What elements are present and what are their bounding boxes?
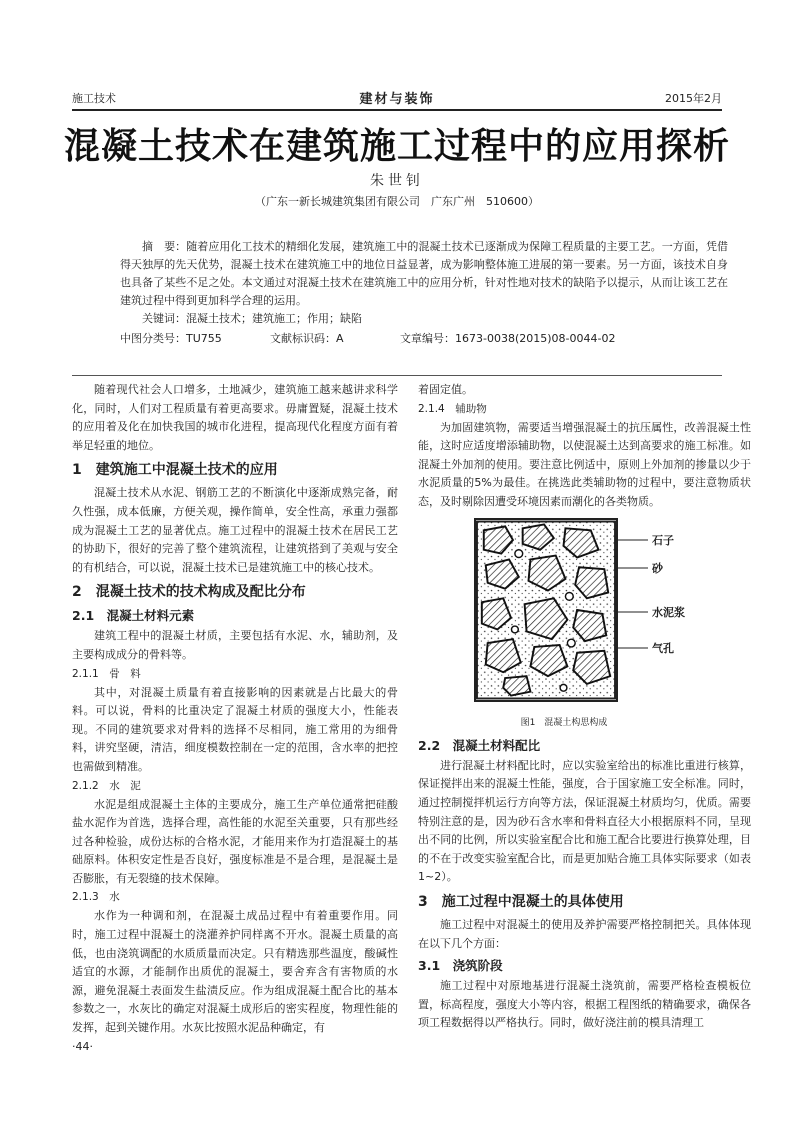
left-column [72,381,398,1038]
section-3-1-heading: 3.1 浇筑阶段 [418,958,503,974]
section-2-heading: 2 混凝土技术的技术构成及配比分布 [72,584,306,601]
keywords: 关键词：混凝土技术；建筑施工；作用；缺陷 [142,312,362,325]
running-header [72,88,722,106]
section-2-1-3-paragraph: 水作为一种调和剂，在混凝土成品过程中有着重要作用。同时，施工过程中混凝土的浇灌养护同样离不开水。混凝土质量的高低，也由浇筑调配的水质质量而决定。只有精选那些温度，酸碱性适宜的水源，才能制作出质优的混凝土，要舍弃含有害物质的水源，避免混凝土表面发生盐渍反应。作为组成混凝土配合比的基本参数之一，水灰比的确定对混凝土成形后的密实程度，物理性能的发挥，起到关键作用。水灰比按照水泥品种确定，有 [72,909,398,1035]
clc-number: 中图分类号：TU755 [120,332,222,345]
page-number: ·44· [72,1040,93,1053]
section-2-1-heading: 2.1 混凝土材料元素 [72,608,195,624]
classification-row [120,330,728,350]
section-2-1-4-heading: 2.1.4 辅助物 [418,402,487,415]
header-rule [72,109,722,111]
section-2-1-1-paragraph: 其中，对混凝土质量有着直接影响的因素就是占比最大的骨料。可以说，骨料的比重决定了混凝土材质的强度大小，性能表现。不同的建筑要求对骨料的选择不尽相同，施工常用的为细骨料，讲究坚硬，清洁，细度模数控制在一定的范围，含水率的把控也需做到精准。 [72,685,398,773]
section-1-paragraph: 混凝土技术从水泥、钢筋工艺的不断演化中逐渐成熟完备，耐久性强，成本低廉，方便关观，操作简单，安全性高，承重力强都成为混凝土工艺的显著优点。施工过程中的混凝土技术在居民工艺的协助下，很好的完善了整个建筑流程，让建筑搭到了美观与安全的有机结合，可以说，混凝土技术已是建筑施工中的核心技术。 [72,486,398,574]
label-air-pore: 气孔 [652,641,674,655]
figure-1-caption: 图1 混凝土构思构成 [520,718,608,729]
section-2-1-2-heading: 2.1.2 水 泥 [72,779,141,792]
section-2-1-4-paragraph: 为加固建筑物，需要适当增强混凝土的抗压属性，改善混凝土性能，这时应适度增添辅助物，以使混凝土达到高要求的施工标准。如混凝土外加剂的使用。要注意比例适中，原则上外加剂的掺量以少于水泥质量的5%为最佳。在挑选此类辅助物的过程中，要注意物质状态，及时剔除因遭受环境因素而潮化的各类物质。 [418,420,751,508]
article-number: 文章编号：1673-0038(2015)08-0044-02 [400,332,616,345]
affiliation: （广东一新长城建筑集团有限公司 广东广州 510600） [255,195,539,208]
section-2-1-2-paragraph: 水泥是组成混凝土主体的主要成分，施工生产单位通常把硅酸盐水泥作为首选，选择合理，高性能的水泥至关重要，只有那些经过各种检验，成份达标的合格水泥，才能用来作为打造混凝土的基础原料。体积安定性是否良好，强度标准是不是合理，是混凝土是否膨胀，有无裂缝的技术保障。 [72,797,398,885]
label-cement-paste: 水泥浆 [652,605,685,619]
label-sand: 砂 [652,561,663,575]
concrete-structure-illustration [474,518,618,702]
intro-paragraph: 随着现代社会人口增多，土地减少，建筑施工越来越讲求科学化，同时，人们对工程质量有着更高要求。毋庸置疑，混凝土技术的应用着及化在加快我国的城市化进程，提高现代化程度方面有着举足轻重的地位。 [72,383,398,452]
section-2-1-paragraph: 建筑工程中的混凝土材质，主要包括有水泥、水，辅助剂，及主要构成成分的骨料等。 [72,629,398,661]
header-date: 2015年2月 [665,92,722,105]
author: 朱世钊 [370,173,424,189]
figure-1-labels [624,518,704,698]
label-gravel: 石子 [652,533,674,547]
article-title: 混凝土技术在建筑施工过程中的应用探析 [63,125,730,167]
section-2-2-heading: 2.2 混凝土材料配比 [418,737,541,753]
section-3-heading: 3 施工过程中混凝土的具体使用 [418,893,624,910]
header-journal: 建材与装饰 [359,92,435,107]
document-code: 文献标识码：A [270,332,344,345]
header-section: 施工技术 [72,92,116,105]
figure-1 [474,518,714,733]
section-3-paragraph: 施工过程中对混凝土的使用及养护需要严格控制把关。具体体现在以下几个方面： [418,917,751,950]
abstract-rule [72,375,722,376]
section-2-1-1-heading: 2.1.1 骨 料 [72,667,141,680]
section-3-1-paragraph: 施工过程中对原地基进行混凝土浇筑前，需要严格检查模板位置，标高程度，强度大小等内容，根据工程图纸的精确要求，确保各项工程数据得以严格执行。同时，做好浇注前的模具清理工 [418,979,751,1030]
section-2-2-paragraph: 进行混凝土材料配比时，应以实验室给出的标准比重进行核算，保证搅拌出来的混凝土性能，强度，合于国家施工安全标准。同时，通过控制搅拌机运行方向等方法，保证混凝土材质均匀，优质。需要特别注意的是，因为砂石含水率和骨料直径大小根据原料不同，呈现出不同的比例，所以实验室配合比和施工配合比要进行换算处理，目的不在于改变实验室配合比，而是更加贴合施工具体实际要求（如表1~2）。 [418,758,751,884]
section-2-1-3-heading: 2.1.3 水 [72,891,120,904]
abstract-text: 摘 要：随着应用化工技术的精细化发展，建筑施工中的混凝土技术已逐渐成为保障工程质量的主要工艺。一方面，凭借得天独厚的先天优势，混凝土技术在建筑施工中的地位日益显著，成为影响整体施工进展的第一要素。另一方面，该技术自身也具备了某些不足之处。本文通过对混凝土技术在建筑施工中的应用分析，针对性地对技术的缺陷予以提示，从而让该工艺在建筑过程中得到更加科学合理的运用。 [120,240,728,307]
right-column [418,381,751,1033]
section-1-heading: 1 建筑施工中混凝土技术的应用 [72,462,278,479]
leader-lines [618,518,648,698]
continued-text: 着固定值。 [418,383,473,396]
abstract-block [120,238,728,350]
